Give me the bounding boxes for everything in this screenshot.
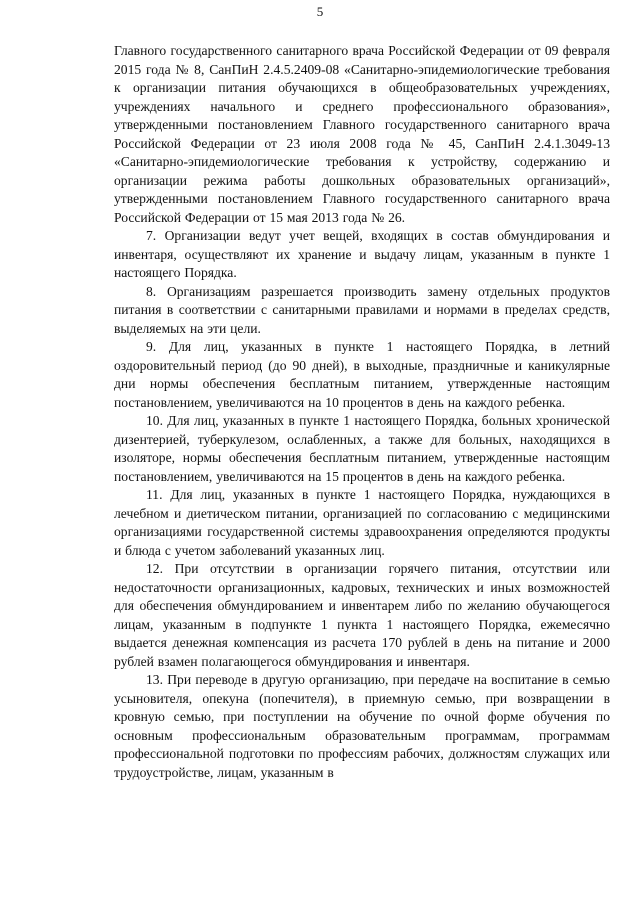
page-number: 5 <box>316 4 324 19</box>
paragraph-item-13: 13. При переводе в другую организацию, при передаче на воспитание в семью усыновителя, опекуна (попечителя), в приемную семью, при возвращении в кровную семью, при поступлении на обучение по очной форме обучения по основным профессиональным образовательным программам, программам профессиональной подготовки по профессиям рабочих, должностям служащих или трудоустройстве, лицам, указанным в <box>114 672 610 780</box>
paragraph-item-8: 8. Организациям разрешается производить замену отдельных продуктов питания в соответствии с санитарными правилами и нормами в пределах средств, выделяемых на эти цели. <box>114 283 610 336</box>
paragraph-item-9: 9. Для лиц, указанных в пункте 1 настоящего Порядка, в летний оздоровительный период (до 90 дней), в выходные, праздничные и каникулярные дни нормы обеспечения бесплатным питанием, утвержденные настоящим постановлением, увеличиваются на 10 процентов в день на каждого ребенка. <box>114 339 610 410</box>
paragraph-continuation: Главного государственного санитарного врача Российской Федерации от 09 февраля 2015 года № 8, СанПиН 2.4.5.2409-08 «Санитарно-эпидемиологические требования к организации питания обучающихся в общеобразовательных учреждениях, учреждениях начального и среднего профессионального образования», утвержденными постановлением Главного государственного санитарного врача Российской Федерации от 23 июля 2008 года № 45, СанПиН 2.4.1.3049-13 «Санитарно-эпидемиологические требования к устройству, содержанию и организации режима работы дошкольных образовательных организаций», утвержденными постановлением Главного государственного санитарного врача Российской Федерации от 15 мая 2013 года № 26. <box>114 43 610 225</box>
paragraph-item-12: 12. При отсутствии в организации горячего питания, отсутствии или недостаточности организационных, кадровых, технических и иных возможностей для обеспечения обмундированием и инвентарем либо по желанию обучающегося лицам, указанным в подпункте 1 пункта 1 настоящего Порядка, ежемесячно выдается денежная компенсация из расчета 170 рублей в день на питание и 2000 рублей взамен полагающегося обмундирования и инвентаря. <box>114 561 610 669</box>
paragraph-item-7: 7. Организации ведут учет вещей, входящих в состав обмундирования и инвентаря, осуществляют их хранение и выдачу лицам, указанным в пункте 1 настоящего Порядка. <box>114 228 610 280</box>
paragraph-item-11: 11. Для лиц, указанных в пункте 1 настоящего Порядка, нуждающихся в лечебном и диетическом питании, организацией по согласованию с медицинскими организациями государственной системы здравоохранения определяются продукты и блюда с учетом заболеваний указанных лиц. <box>114 487 610 558</box>
document-body <box>114 42 610 782</box>
paragraph-item-10: 10. Для лиц, указанных в пункте 1 настоящего Порядка, больных хронической дизентерией, туберкулезом, ослабленных, а также для больных, находящихся в изоляторе, нормы обеспечения бесплатным питанием, утвержденные настоящим постановлением, увеличиваются на 15 процентов в день на каждого ребенка. <box>114 413 610 484</box>
